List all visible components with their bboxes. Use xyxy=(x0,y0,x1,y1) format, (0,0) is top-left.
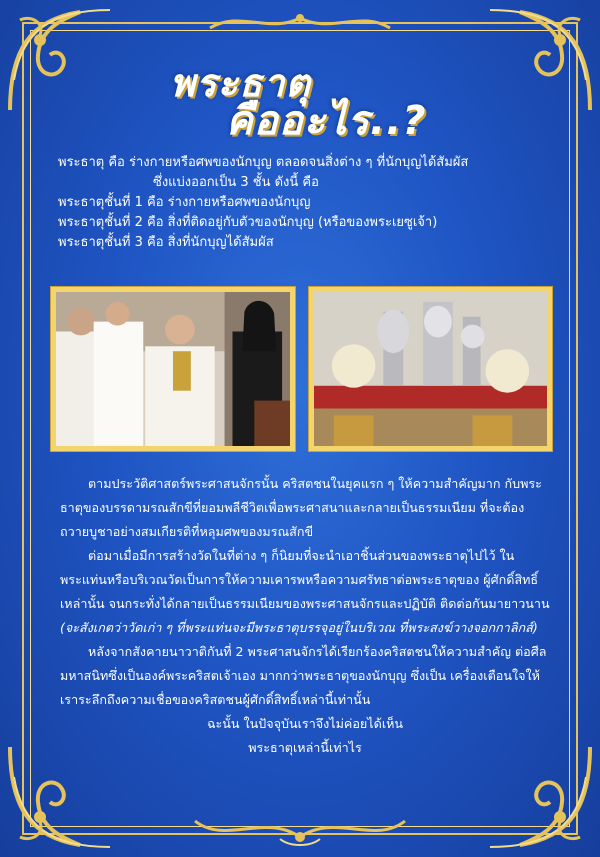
bottom-scroll-ornament xyxy=(185,809,415,849)
paragraph-churches-note: (จะสังเกตว่าวัดเก่า ๆ ที่พระแท่นจะมีพระธาตุบรรจุอยู่ในบริเวณ ที่พระสงฆ์วางจอกกาลิกส์) xyxy=(60,620,538,635)
definition-line: พระธาตุชั้นที่ 1 คือ ร่างกายหรือศพของนักบุญ xyxy=(58,195,311,210)
paragraph-history: ตามประวัติศาสตร์พระศาสนจักรนั้น คริสตชนในยุคแรก ๆ ให้ความสำคัญมาก กับพระธาตุของบรรดามรณสักขีที่ยอมพลีชีวิตเพื่อพระศาสนาและกลายเป็นธรรมเนียม ที่จะต้องถวายบูชาอย่างสมเกียรติที่หลุมศพของมรณสักขี xyxy=(60,476,542,539)
paragraph-vatican: หลังจากสังคายนาวาติกันที่ 2 พระศาสนจักรได้เรียกร้องคริสตชนให้ความสำคัญ ต่อศีลมหาสนิทซึ่งเป็นองค์พระคริสตเจ้าเอง มากกว่าพระธาตุของนักบุญ ซึ่งเป็น เครื่องเตือนใจให้เราระลึกถึงความเชื่อของคริสตชนผู้ศักดิ์สิทธิ์เหล่านี้เท่านั้น xyxy=(60,644,547,707)
definition-line: พระธาตุชั้นที่ 3 คือ สิ่งที่นักบุญได้สัมผัส xyxy=(58,235,274,250)
closing-line-2: พระธาตุเหล่านี้เท่าไร xyxy=(248,740,362,755)
definition-line: ซึ่งแบ่งออกเป็น 3 ชั้น ดังนี้ คือ xyxy=(153,175,319,190)
photo-pope-with-relic xyxy=(50,286,296,452)
top-scroll-ornament xyxy=(200,8,400,38)
definition-line: พระธาตุ คือ ร่างกายหรือศพของนักบุญ ตลอดจนสิ่งต่าง ๆ ที่นักบุญได้สัมผัส xyxy=(58,155,469,170)
title-line-2: คืออะไร..? xyxy=(226,98,427,144)
corner-ornament-top-right xyxy=(480,0,600,120)
corner-ornament-top-left xyxy=(0,0,120,120)
paragraph-churches-main: ต่อมาเมื่อมีการสร้างวัดในที่ต่าง ๆ ก็นิยมที่จะนำเอาชิ้นส่วนของพระธาตุไปไว้ ในพระแท่นหรือบริเวณวัดเป็นการให้ความเคารพหรือความศรัทธาต่อพระธาตุของ ผู้ศักดิ์สิทธิ์เหล่านั้น จนกระทั่งได้กลายเป็นธรรมเนียมของพระศาสนจักรและปฏิบัติ ติดต่อกันมายาวนาน xyxy=(60,548,550,611)
page-title xyxy=(170,52,470,144)
closing-line-1: ฉะนั้น ในปัจจุบันเราจึงไม่ค่อยได้เห็น xyxy=(206,716,404,731)
definition-line: พระธาตุชั้นที่ 2 คือ สิ่งที่ติดอยู่กับตัวของนักบุญ (หรือของพระเยซูเจ้า) xyxy=(58,215,438,230)
body-text xyxy=(60,472,550,760)
photo-relic-altar xyxy=(308,286,553,452)
title-line-1: พระธาตุ xyxy=(170,61,312,105)
paragraph-churches xyxy=(60,544,550,640)
definitions-block xyxy=(58,153,558,253)
